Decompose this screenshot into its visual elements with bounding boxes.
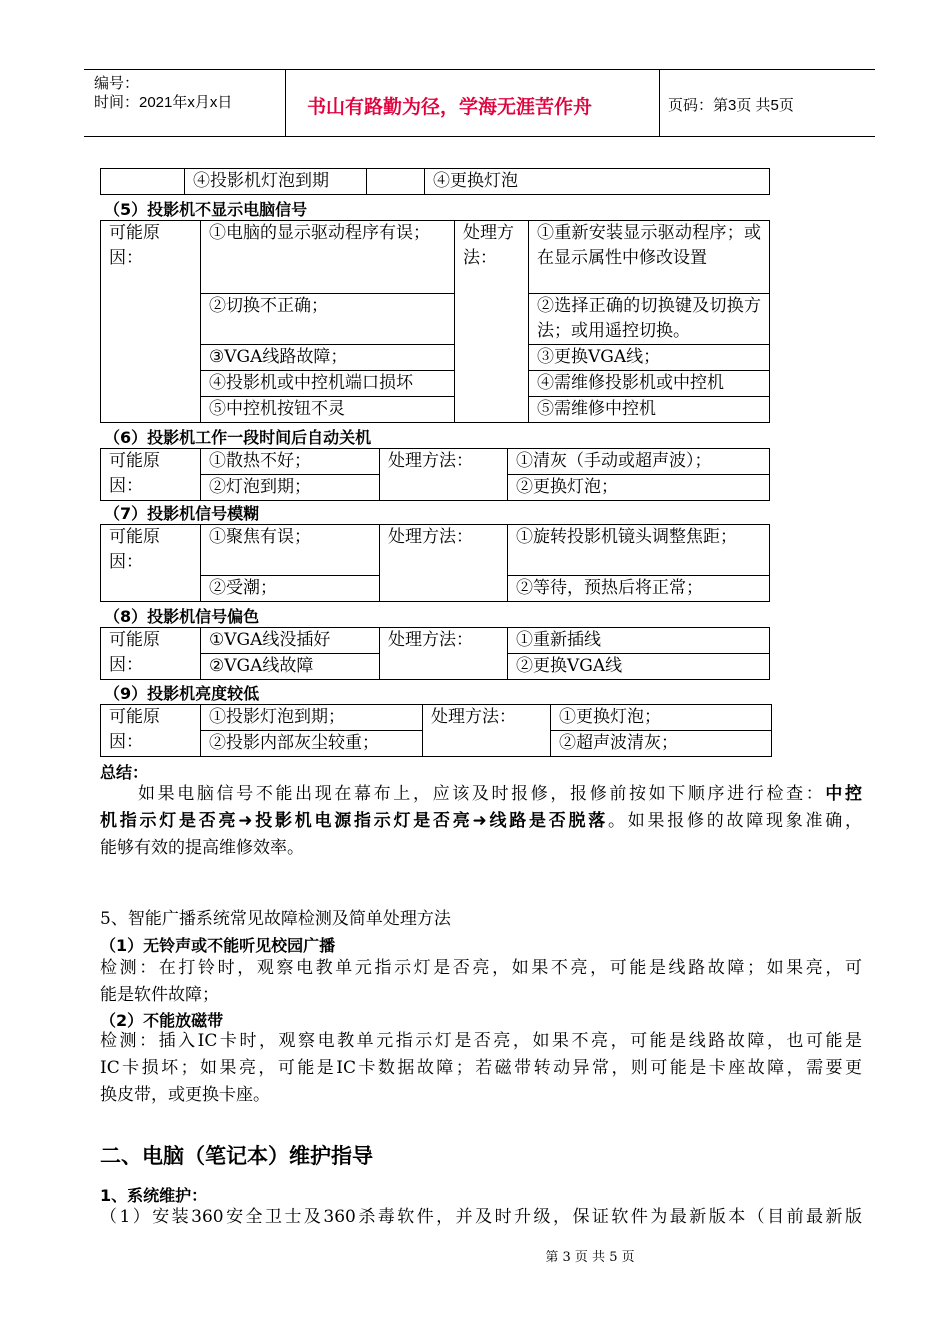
section5-cause-3: ③VGA线路故障； — [201, 345, 455, 371]
section7-cause-1: ①聚焦有误； — [201, 525, 380, 576]
header-divider-right — [659, 69, 660, 136]
section5-title: （5）投影机不显示电脑信号 — [104, 200, 308, 219]
section6-cause-2: ②灯泡到期； — [201, 475, 380, 501]
summary-line-3: 能够有效的提高维修效率。 — [100, 838, 304, 858]
section5-cause-5: ⑤中控机按钮不灵 — [201, 397, 455, 423]
section9-cause-2: ②投影内部灰尘较重； — [201, 731, 423, 757]
broadcast-detect2-line2: IC卡损坏；如果亮，可能是IC卡数据故障；若磁带转动异常，则可能是卡座故障，需要更 — [100, 1058, 862, 1078]
summary-paragraph — [100, 781, 862, 862]
summary-line-2 — [100, 808, 862, 835]
section7-cause-label: 可能原因： — [101, 525, 201, 602]
section9-method-1: ①更换灯泡； — [551, 705, 772, 731]
chapter2-sub1: 1、系统维护： — [100, 1186, 208, 1205]
section5-cause-2: ②切换不正确； — [201, 294, 455, 345]
section8-method-2: ②更换VGA线 — [508, 654, 770, 680]
section9-title: （9）投影机亮度较低 — [104, 684, 260, 703]
section8-cause-2: ②VGA线故障 — [201, 654, 380, 680]
footer-page: 第 3 页 共 5 页 — [545, 1250, 635, 1265]
section7-method-2: ②等待，预热后将正常； — [508, 576, 770, 602]
section5-method-3: ③更换VGA线； — [529, 345, 770, 371]
broadcast-detect1-line2: 能是软件故障； — [100, 985, 219, 1005]
top-row-cause: ④投影机灯泡到期 — [185, 169, 367, 195]
section8-table — [100, 627, 770, 680]
section5-cause-4: ④投影机或中控机端口损坏 — [201, 371, 455, 397]
section7-title: （7）投影机信号模糊 — [104, 504, 260, 523]
header-top-rule — [84, 69, 875, 70]
section9-table — [100, 704, 772, 757]
section7-method-label: 处理方法： — [380, 525, 508, 602]
section8-cause-label: 可能原因： — [101, 628, 201, 680]
header-number-label: 编号： — [94, 75, 140, 92]
section5-cause-label: 可能原因： — [101, 221, 201, 423]
header-date-label: 时间：2021年x月x日 — [94, 94, 233, 111]
section6-method-2: ②更换灯泡； — [508, 475, 770, 501]
section7-cause-2: ②受潮； — [201, 576, 380, 602]
section6-method-label: 处理方法： — [380, 449, 508, 501]
chapter2-title: 二、电脑（笔记本）维护指导 — [100, 1144, 373, 1168]
section6-method-1: ①清灰（手动或超声波）； — [508, 449, 770, 475]
summary-bold-2: 机指示灯是否亮➜投影机电源指示灯是否亮➜线路是否脱落 — [100, 811, 608, 831]
section5-method-1: ①重新安装显示驱动程序；或在显示属性中修改设置 — [529, 221, 770, 294]
top-row-table — [100, 168, 770, 195]
broadcast-title: 5、智能广播系统常见故障检测及简单处理方法 — [100, 909, 451, 929]
section5-method-label: 处理方法： — [455, 221, 529, 423]
section9-method-label: 处理方法： — [423, 705, 551, 757]
top-row-method: ④更换灯泡 — [425, 169, 770, 195]
summary-title: 总结： — [100, 763, 149, 782]
section5-method-5: ⑤需维修中控机 — [529, 397, 770, 423]
broadcast-detect1-line1: 检测：在打铃时，观察电教单元指示灯是否亮，如果不亮，可能是线路故障；如果亮，可 — [100, 958, 862, 978]
summary-bold-1: 中控 — [825, 784, 862, 804]
section9-cause-1: ①投影灯泡到期； — [201, 705, 423, 731]
section5-cause-1: ①电脑的显示驱动程序有误； — [201, 221, 455, 294]
header-divider-left — [285, 69, 286, 136]
broadcast-detect2 — [100, 1028, 862, 1109]
header-page-label: 页码：第3页 共5页 — [668, 97, 794, 114]
section5-method-4: ④需维修投影机或中控机 — [529, 371, 770, 397]
section8-cause-1: ①VGA线没插好 — [201, 628, 380, 654]
broadcast-detect1 — [100, 955, 862, 1009]
broadcast-sub1: （1）无铃声或不能听见校园广播 — [100, 936, 336, 955]
broadcast-sub2: （2）不能放磁带 — [100, 1011, 224, 1030]
section6-table — [100, 448, 770, 501]
section7-table — [100, 524, 770, 602]
summary-text-b: 。如果报修的故障现象准确， — [608, 811, 862, 831]
section6-cause-1: ①散热不好； — [201, 449, 380, 475]
section8-title: （8）投影机信号偏色 — [104, 607, 260, 626]
broadcast-detect2-line3: 换皮带，或更换卡座。 — [100, 1085, 270, 1105]
section6-cause-label: 可能原因： — [101, 449, 201, 501]
section8-method-1: ①重新插线 — [508, 628, 770, 654]
section9-cause-label: 可能原因： — [101, 705, 201, 757]
section7-method-1: ①旋转投影机镜头调整焦距； — [508, 525, 770, 576]
header-motto: 书山有路勤为径，学海无涯苦作舟 — [307, 96, 593, 118]
section8-method-label: 处理方法： — [380, 628, 508, 680]
section5-table — [100, 220, 770, 423]
header-bottom-rule — [84, 136, 875, 137]
summary-text-a: 如果电脑信号不能出现在幕布上，应该及时报修，报修前按如下顺序进行检查： — [138, 784, 826, 804]
section6-title: （6）投影机工作一段时间后自动关机 — [104, 428, 372, 447]
broadcast-detect2-line1: 检测：插入IC卡时，观察电教单元指示灯是否亮，如果不亮，可能是线路故障，也可能是 — [100, 1031, 862, 1051]
chapter2-line1: （1）安装360安全卫士及360杀毒软件，并及时升级，保证软件为最新版本（目前最新版 — [100, 1207, 862, 1227]
section9-method-2: ②超声波清灰； — [551, 731, 772, 757]
summary-line-1 — [100, 781, 862, 808]
section5-method-2: ②选择正确的切换键及切换方法；或用遥控切换。 — [529, 294, 770, 345]
